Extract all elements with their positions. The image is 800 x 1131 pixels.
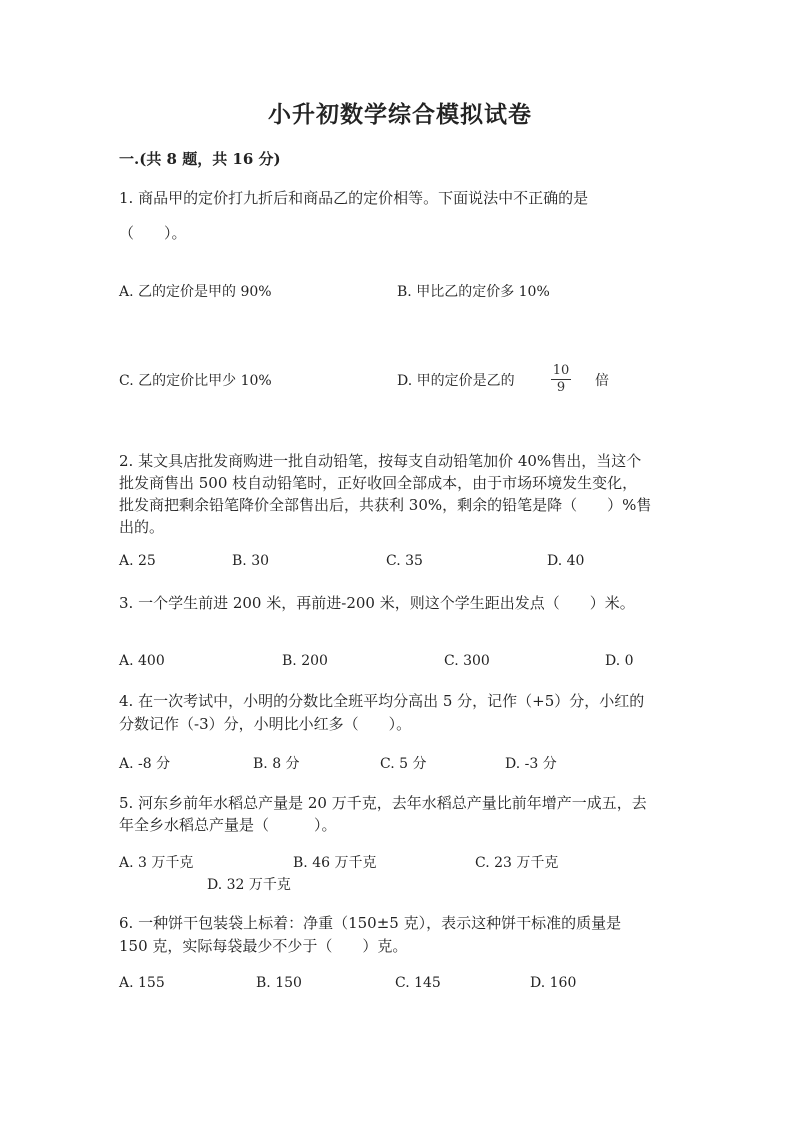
question-3-option-c: C. 300 <box>444 653 490 669</box>
question-6-option-c: C. 145 <box>395 975 441 991</box>
question-2-stem-line4: 出的。 <box>119 518 165 536</box>
question-2-stem-line3: 批发商把剩余铅笔降价全部售出后，共获利 30%，剩余的铅笔是降（ ）%售 <box>119 496 652 514</box>
fraction-ten-ninths <box>551 364 571 395</box>
question-5-option-c: C. 23 万千克 <box>475 855 559 871</box>
question-4-option-d: D. -3 分 <box>505 756 557 772</box>
question-5-option-d: D. 32 万千克 <box>207 877 291 893</box>
question-4-stem: 4. 在一次考试中，小明的分数比全班平均分高出 5 分，记作（+5）分，小红的 <box>119 692 645 710</box>
question-5-stem-line2: 年全乡水稻总产量是（ ）。 <box>119 816 337 834</box>
fraction-numerator: 10 <box>552 363 570 378</box>
fraction-denominator: 9 <box>556 380 566 395</box>
question-1-option-a: A. 乙的定价是甲的 90% <box>119 284 272 300</box>
question-5-option-a: A. 3 万千克 <box>119 855 194 871</box>
question-1-option-d-suffix: 倍 <box>595 373 609 389</box>
question-1-stem: 1. 商品甲的定价打九折后和商品乙的定价相等。下面说法中不正确的是 <box>119 189 589 207</box>
question-3-stem: 3. 一个学生前进 200 米，再前进-200 米，则这个学生距出发点（ ）米。 <box>119 594 635 612</box>
section-header: 一.(共 8 题，共 16 分) <box>119 150 281 168</box>
question-4-option-b: B. 8 分 <box>253 756 300 772</box>
question-3-option-b: B. 200 <box>282 653 328 669</box>
question-4-stem-line2: 分数记作（-3）分，小明比小红多（ ）。 <box>119 715 412 733</box>
page-title: 小升初数学综合模拟试卷 <box>268 101 532 128</box>
question-6-stem: 6. 一种饼干包装袋上标着：净重（150±5 克），表示这种饼干标准的质量是 <box>119 914 622 932</box>
question-1-option-d: D. 甲的定价是乙的 <box>397 373 515 389</box>
question-6-option-d: D. 160 <box>530 975 577 991</box>
question-1-option-b: B. 甲比乙的定价多 10% <box>397 284 550 300</box>
question-4-option-c: C. 5 分 <box>380 756 427 772</box>
question-5-option-b: B. 46 万千克 <box>293 855 377 871</box>
question-2-option-c: C. 35 <box>386 553 423 569</box>
question-6-option-a: A. 155 <box>119 975 165 991</box>
question-4-option-a: A. -8 分 <box>119 756 171 772</box>
question-2-option-b: B. 30 <box>232 553 270 569</box>
question-2-option-d: D. 40 <box>547 553 585 569</box>
question-1-option-c: C. 乙的定价比甲少 10% <box>119 373 272 389</box>
question-2-option-a: A. 25 <box>119 553 156 569</box>
question-2-stem-line2: 批发商售出 500 枝自动铅笔时，正好收回全部成本，由于市场环境发生变化， <box>119 474 638 492</box>
question-3-option-a: A. 400 <box>119 653 165 669</box>
question-2-stem: 2. 某文具店批发商购进一批自动铅笔，按每支自动铅笔加价 40%售出，当这个 <box>119 452 642 470</box>
question-1-stem-cont: （ ）。 <box>119 224 187 242</box>
question-6-stem-line2: 150 克，实际每袋最少不少于（ ）克。 <box>119 937 408 955</box>
question-5-stem: 5. 河东乡前年水稻总产量是 20 万千克，去年水稻总产量比前年增产一成五，去 <box>119 794 647 812</box>
question-3-option-d: D. 0 <box>605 653 634 669</box>
question-6-option-b: B. 150 <box>256 975 302 991</box>
